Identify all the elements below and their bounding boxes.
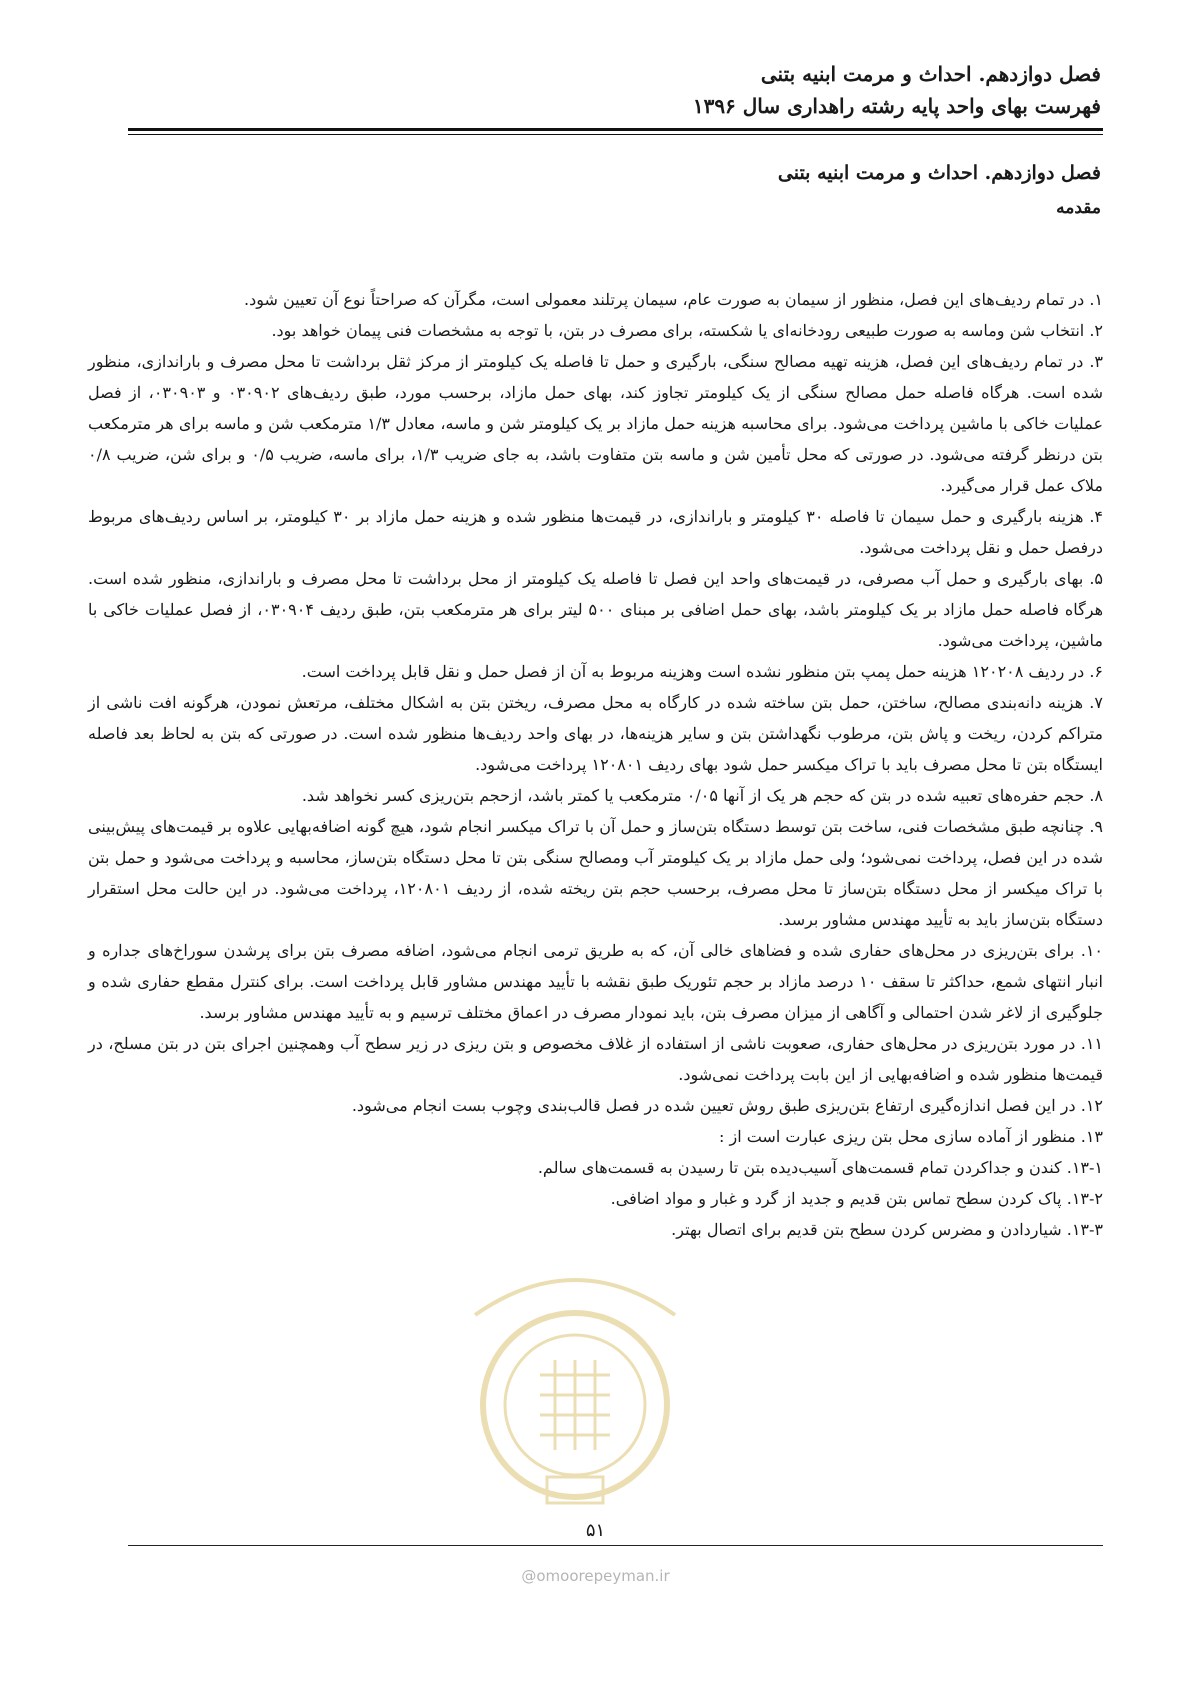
header-book-title: فهرست بهای واحد پایه رشته راهداری سال ۱۳۹۶ [692, 94, 1101, 118]
paragraph: ۱۳-۲. پاک کردن سطح تماس بتن قدیم و جدید از گرد و غبار و مواد اضافی. [610, 1189, 1103, 1208]
section-subtitle: مقدمه [1056, 198, 1101, 218]
paragraph: ۲. انتخاب شن وماسه به صورت طبیعی رودخانه‌ای یا شکسته، برای مصرف در بتن، با توجه به مشخصات فنی پیمان خواهد بود. [271, 321, 1103, 340]
section-title: فصل دوازدهم. احداث و مرمت ابنیه بتنی [777, 162, 1101, 184]
paragraph: ۳. در تمام ردیف‌های این فصل، هزینه تهیه مصالح سنگی، بارگیری و حمل تا فاصله یک کیلومتر از مرکز ثقل برداشت تا محل مصرف و باراندازی، منظور شده است. هرگاه فاصله حمل مصالح سنگی از یک کیلومتر تجاوز کند، بهای حمل مازاد، برحسب مورد، طبق ردیف‌های ۰۳۰۹۰۲ و ۰۳۰۹۰۳، از فصل عملیات خاکی با ماشین پرداخت می‌شود. برای محاسبه هزینه حمل مازاد بر یک کیلومتر شن و ماسه، معادل ۱/۳ مترمکعب شن و ماسه برای هر مترمکعب بتن درنظر گرفته می‌شود. در صورتی که محل تأمین شن و ماسه بتن متفاوت باشد، به جای ضریب ۱/۳، برای ماسه، ضریب ۰/۵ و برای شن، ضریب ۰/۸ ملاک عمل قرار می‌گیرد. [88, 352, 1104, 495]
paragraph: ۱۰. برای بتن‌ریزی در محل‌های حفاری شده و فضاهای خالی آن، که به طریق ترمی انجام می‌شود، اضافه مصرف بتن برای پرشدن سوراخ‌های جداره و انبار انتهای شمع، حداکثر تا سقف ۱۰ درصد مازاد بر حجم تئوریک طبق نقشه با تأیید مهندس مشاور قابل پرداخت است. برای کنترل مقطع حفاری شده و جلوگیری از لاغر شدن احتمالی و آگاهی از میزان مصرف بتن، باید نمودار مصرف در اعماق مختلف ترسیم و به تأیید مهندس مشاور برسد. [88, 941, 1103, 1022]
paragraph: ۷. هزینه دانه‌بندی مصالح، ساختن، حمل بتن ساخته شده در کارگاه به محل مصرف، ریختن بتن به اشکال مختلف، مرتعش نمودن، هرگونه افت ناشی از متراکم کردن، ریخت و پاش بتن، مرطوب نگهداشتن بتن و سایر هزینه‌ها، در بهای واحد ردیف‌ها منظور شده است. در صورتی که بتن به لحاظ بعد فاصله ایستگاه بتن تا محل مصرف باید با تراک میکسر حمل شود بهای ردیف ۱۲۰۸۰۱ پرداخت می‌شود. [88, 693, 1103, 774]
paragraph: ۹. چنانچه طبق مشخصات فنی، ساخت بتن توسط دستگاه بتن‌ساز و حمل آن با تراک میکسر انجام شود، هیچ گونه اضافه‌بهایی علاوه بر قیمت‌های پیش‌بینی شده در این فصل، پرداخت نمی‌شود؛ ولی حمل مازاد بر یک کیلومتر آب ومصالح سنگی بتن تا محل دستگاه بتن‌ساز، محاسبه و پرداخت می‌شود و حمل بتن با تراک میکسر از محل دستگاه بتن‌ساز تا محل مصرف، برحسب حجم بتن ریخته شده، از ردیف ۱۲۰۸۰۱، پرداخت می‌شود. در این حالت محل استقرار دستگاه بتن‌ساز باید به تأیید مهندس مشاور برسد. [88, 817, 1104, 929]
paragraph: ۶. در ردیف ۱۲۰۲۰۸ هزینه حمل پمپ بتن منظور نشده است وهزینه مربوط به آن از فصل حمل و نقل قابل پرداخت است. [301, 662, 1103, 681]
page-header [90, 58, 1101, 122]
footer-rule [128, 1545, 1103, 1546]
paragraph: ۴. هزینه بارگیری و حمل سیمان تا فاصله ۳۰ کیلومتر و باراندازی، در قیمت‌ها منظور شده و هزینه حمل مازاد بر ۳۰ کیلومتر، بر اساس ردیف‌های مربوط درفصل حمل و نقل پرداخت می‌شود. [88, 507, 1104, 557]
paragraph: ۱. در تمام ردیف‌های این فصل، منظور از سیمان به صورت عام، سیمان پرتلند معمولی است، مگرآن که صراحتاً نوع آن تعیین شود. [244, 290, 1103, 309]
body-content [88, 284, 1103, 1245]
paragraph: ۵. بهای بارگیری و حمل آب مصرفی، در قیمت‌های واحد این فصل تا فاصله یک کیلومتر از محل برداشت تا محل مصرف و باراندازی، منظور شده است. هرگاه فاصله حمل مازاد بر یک کیلومتر باشد، بهای حمل اضافی بر مبنای ۵۰۰ لیتر برای هر مترمکعب بتن، طبق ردیف ۰۳۰۹۰۴، از فصل عملیات خاکی با ماشین، پرداخت می‌شود. [88, 569, 1104, 650]
header-rule-thick [128, 128, 1103, 131]
paragraph: ۱۳. منظور از آماده سازی محل بتن ریزی عبارت است از : [718, 1127, 1103, 1146]
header-chapter-title: فصل دوازدهم. احداث و مرمت ابنیه بتنی [760, 62, 1101, 86]
paragraph: ۱۱. در مورد بتن‌ریزی در محل‌های حفاری، صعوبت ناشی از استفاده از غلاف مخصوص و بتن ریزی در زیر سطح آب وهمچنین اجرای بتن در بتن مسلح، در قیمت‌ها منظور شده و اضافه‌بهایی از این بابت پرداخت نمی‌شود. [88, 1034, 1103, 1084]
header-rule-thin [128, 134, 1103, 135]
footer-site-watermark: @omoorepeyman.ir [521, 1567, 670, 1585]
paragraph: ۱۲. در این فصل اندازه‌گیری ارتفاع بتن‌ریزی طبق روش تعیین شده در فصل قالب‌بندی وچوب بست انجام می‌شود. [351, 1096, 1103, 1115]
paragraph: ۱۳-۳. شیاردادن و مضرس کردن سطح بتن قدیم برای اتصال بهتر. [671, 1220, 1103, 1239]
seal-watermark-icon [455, 1255, 695, 1515]
page-number: ۵۱ [585, 1520, 606, 1541]
paragraph: ۱۳-۱. کندن و جداکردن تمام قسمت‌های آسیب‌دیده بتن تا رسیدن به قسمت‌های سالم. [537, 1158, 1103, 1177]
paragraph: ۸. حجم حفره‌های تعبیه شده در بتن که حجم هر یک از آنها ۰/۰۵ مترمکعب یا کمتر باشد، ازحجم بتن‌ریزی کسر نخواهد شد. [301, 786, 1103, 805]
